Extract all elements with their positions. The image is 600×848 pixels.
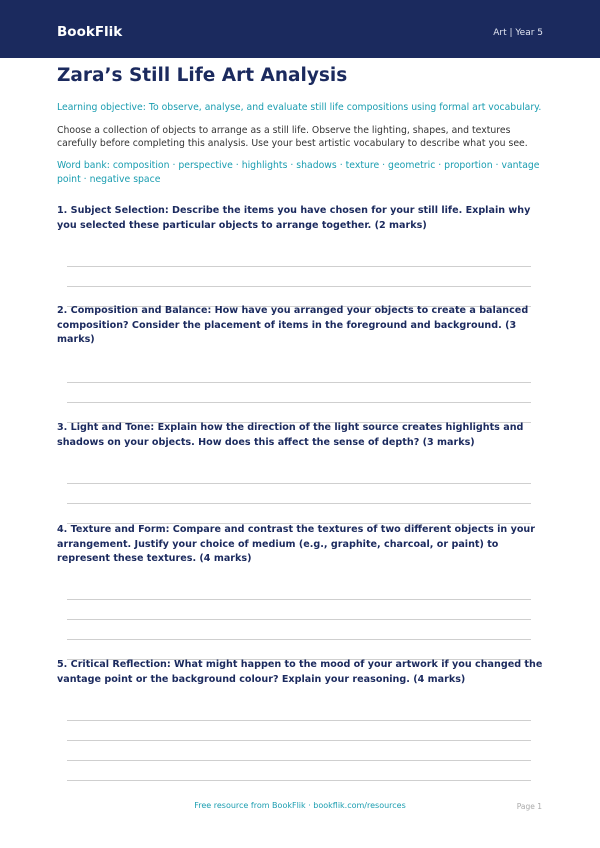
answer-line[interactable] bbox=[67, 483, 531, 484]
answer-line[interactable] bbox=[67, 286, 531, 287]
question-3: 3. Light and Tone: Explain how the direction of the light source creates highlights and shadows on your objects. How does this affect the sense of depth? (3 marks) bbox=[57, 422, 524, 448]
answer-line[interactable] bbox=[67, 740, 531, 741]
page-header bbox=[0, 0, 600, 58]
footer-credit: Free resource from BookFlik · bookflik.com/resources bbox=[194, 801, 406, 810]
answer-line[interactable] bbox=[67, 780, 531, 781]
question-2: 2. Composition and Balance: How have you arranged your objects to create a balanced composition? Consider the placement of items in the foreground and background. (3 marks) bbox=[57, 305, 529, 345]
answer-line[interactable] bbox=[67, 619, 531, 620]
question-5: 5. Critical Reflection: What might happen to the mood of your artwork if you changed the vantage point or the background colour? Explain your reasoning. (4 marks) bbox=[57, 659, 543, 685]
answer-line[interactable] bbox=[67, 266, 531, 267]
instructions: Choose a collection of objects to arrange as a still life. Observe the lighting, shapes, and textures carefully before completing this analysis. Use your best artistic vocabulary to describe what you see. bbox=[57, 125, 528, 150]
answer-line[interactable] bbox=[67, 639, 531, 640]
brand-logo: BookFlik bbox=[57, 24, 123, 40]
answer-line[interactable] bbox=[67, 382, 531, 383]
page-number: Page 1 bbox=[516, 802, 542, 811]
learning-objective: Learning objective: To observe, analyse, and evaluate still life compositions using formal art vocabulary. bbox=[57, 102, 542, 113]
answer-line[interactable] bbox=[67, 599, 531, 600]
answer-line[interactable] bbox=[67, 503, 531, 504]
question-4: 4. Texture and Form: Compare and contrast the textures of two different objects in your arrangement. Justify your choice of medium (e.g., graphite, charcoal, or paint) to represent these textures. (4 marks) bbox=[57, 524, 535, 564]
page-title: Zara’s Still Life Art Analysis bbox=[57, 65, 348, 86]
answer-line[interactable] bbox=[67, 402, 531, 403]
answer-line[interactable] bbox=[67, 720, 531, 721]
subject-year-label: Art | Year 5 bbox=[493, 28, 543, 38]
question-1: 1. Subject Selection: Describe the items you have chosen for your still life. Explain why you selected these particular objects to arrange together. (2 marks) bbox=[57, 205, 531, 231]
answer-line[interactable] bbox=[67, 760, 531, 761]
word-bank: Word bank: composition · perspective · highlights · shadows · texture · geometric · proportion · vantage point · negative space bbox=[57, 160, 540, 185]
